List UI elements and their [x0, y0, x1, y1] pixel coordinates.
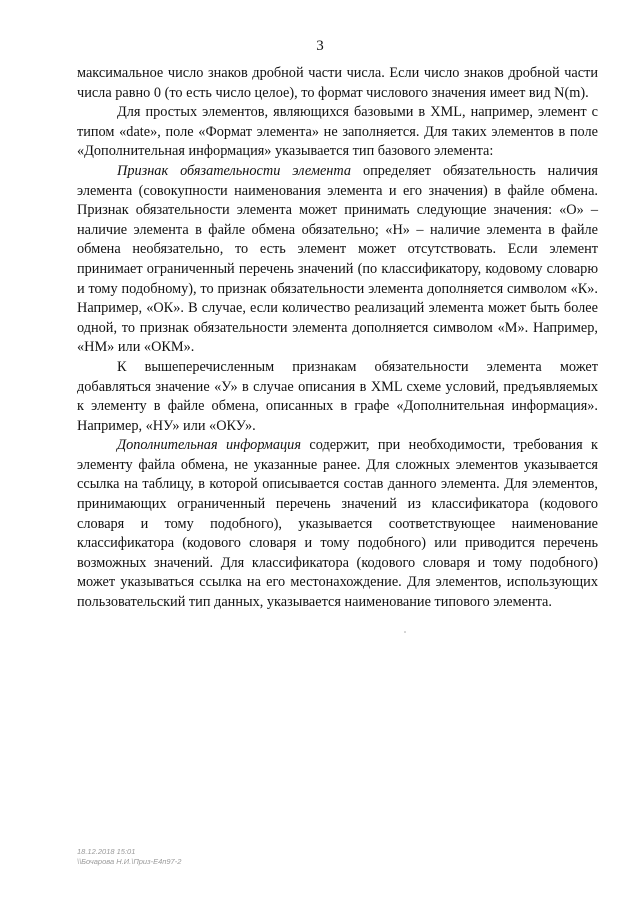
paragraph-3-text: определяет обязательность наличия элемента (совокупности наименования элемента и его значения) в файле обмена. Признак обязательности элемента может принимать следующие значения: «О» – наличие элемента в файле обмена обязательно; «Н» – наличие элемента в файле обмена необязательно, то есть элемент может отсутствовать. Если элемент принимает ограниченный перечень значений (по классификатору, кодовому словарю и тому подобному), то признак обязательности элемента дополняется символом «К». Например, «ОК». В случае, если количество реализаций элемента может быть более одной, то признак обязательности элемента дополняется символом «М». Например, «НМ» или «ОКМ».	[77, 162, 598, 356]
paragraph-2-text: Для простых элементов, являющихся базовыми в XML, например, элемент с типом «date», поле «Формат элемента» не заполняется. Для таких элементов в поле «Дополнительная информация» указывается тип базового элемента:	[77, 104, 598, 160]
paragraph-5	[77, 436, 598, 612]
footer-timestamp: 18.12.2018 15:01	[77, 847, 136, 856]
paragraph-2	[77, 103, 598, 162]
paragraph-4-text: К вышеперечисленным признакам обязательности элемента может добавляться значение «У» в случае описания в XML схеме условий, предъявляемых к элементу в файле обмена, описанных в графе «Дополнительная информация». Например, «НУ» или «ОКУ».	[77, 358, 598, 434]
footer-file-path: \\Бочарова Н.И.\Приз-Е4п97-2	[77, 856, 182, 866]
document-footer	[77, 847, 181, 866]
scan-speck	[404, 631, 406, 633]
paragraph-3-term: Признак обязательности элемента	[117, 162, 352, 179]
paragraph-1	[77, 64, 598, 103]
paragraph-4	[77, 358, 598, 436]
page-number: 3	[316, 38, 324, 54]
document-body	[77, 64, 598, 613]
paragraph-3	[77, 162, 598, 358]
paragraph-5-term: Дополнительная информация	[117, 437, 301, 454]
paragraph-5-text: содержит, при необходимости, требования к элементу файла обмена, не указанные ранее. Для сложных элементов указывается ссылка на таблицу, в которой описывается состав данного элемента. Для элементов, принимающих ограниченный перечень значений из классификатора (кодового словаря и тому подобного), указывается соответствующее наименование классификатора (кодового словаря и тому подобного) или приводится перечень возможных значений. Для классификатора (кодового словаря и тому подобного) может указываться ссылка на его местонахождение. Для элементов, использующих пользовательский тип данных, указывается наименование типового элемента.	[77, 437, 598, 611]
paragraph-1-text: максимальное число знаков дробной части числа. Если число знаков дробной части числа равно 0 (то есть число целое), то формат числового значения имеет вид N(m).	[77, 65, 598, 101]
